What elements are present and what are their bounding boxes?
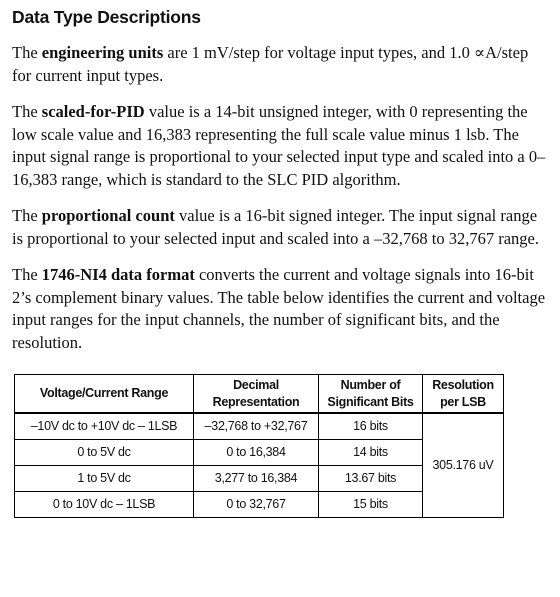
proportional-count-paragraph: The proportional count value is a 16-bit signed integer. The input signal range is proportional to your selected input and scaled into a –32,768 to 32,767 range. bbox=[12, 206, 539, 248]
decimal-cell: 3,277 to 16,384 bbox=[194, 466, 319, 492]
bits-cell: 15 bits bbox=[319, 492, 423, 518]
header-resolution: Resolution per LSB bbox=[423, 375, 504, 414]
range-cell: –10V dc to +10V dc – 1LSB bbox=[15, 413, 194, 440]
document-page bbox=[12, 6, 548, 518]
bits-cell: 16 bits bbox=[319, 413, 423, 440]
table-row bbox=[15, 413, 504, 440]
engineering-units-term: engineering units bbox=[41, 43, 164, 62]
range-cell: 0 to 10V dc – 1LSB bbox=[15, 492, 194, 518]
decimal-cell: –32,768 to +32,767 bbox=[194, 413, 319, 440]
scaled-for-pid-term: scaled-for-PID bbox=[41, 102, 145, 121]
engineering-units-paragraph: The engineering units are 1 mV/step for voltage input types, and 1.0 ∝A/step for current input types. bbox=[12, 43, 529, 85]
range-cell: 0 to 5V dc bbox=[15, 440, 194, 466]
resolution-cell: 305.176 uV bbox=[423, 413, 504, 518]
header-significant-bits: Number of Significant Bits bbox=[319, 375, 423, 414]
bits-cell: 14 bits bbox=[319, 440, 423, 466]
scaled-for-pid-paragraph: The scaled-for-PID value is a 14-bit unsigned integer, with 0 representing the low scale value and 16,383 representing the full scale value minus 1 lsb. The input signal range is proportional to your selected input type and scaled into a 0–16,383 range, which is standard to the SLC PID algorithm. bbox=[12, 102, 546, 189]
proportional-count-term: proportional count bbox=[41, 206, 175, 225]
data-format-paragraph: The 1746-NI4 data format converts the current and voltage signals into 16-bit 2’s complement binary values. The table below identifies the current and voltage input ranges for the input channels, the number of significant bits, and the resolution. bbox=[12, 265, 546, 352]
decimal-cell: 0 to 16,384 bbox=[194, 440, 319, 466]
input-ranges-table bbox=[14, 374, 504, 518]
section-heading: Data Type Descriptions bbox=[12, 7, 201, 27]
data-format-term: 1746-NI4 data format bbox=[41, 265, 195, 284]
bits-cell: 13.67 bits bbox=[319, 466, 423, 492]
table-header-row bbox=[15, 375, 504, 414]
header-decimal-representation: Decimal Representation bbox=[194, 375, 319, 414]
header-voltage-current-range: Voltage/Current Range bbox=[15, 375, 194, 414]
decimal-cell: 0 to 32,767 bbox=[194, 492, 319, 518]
range-cell: 1 to 5V dc bbox=[15, 466, 194, 492]
